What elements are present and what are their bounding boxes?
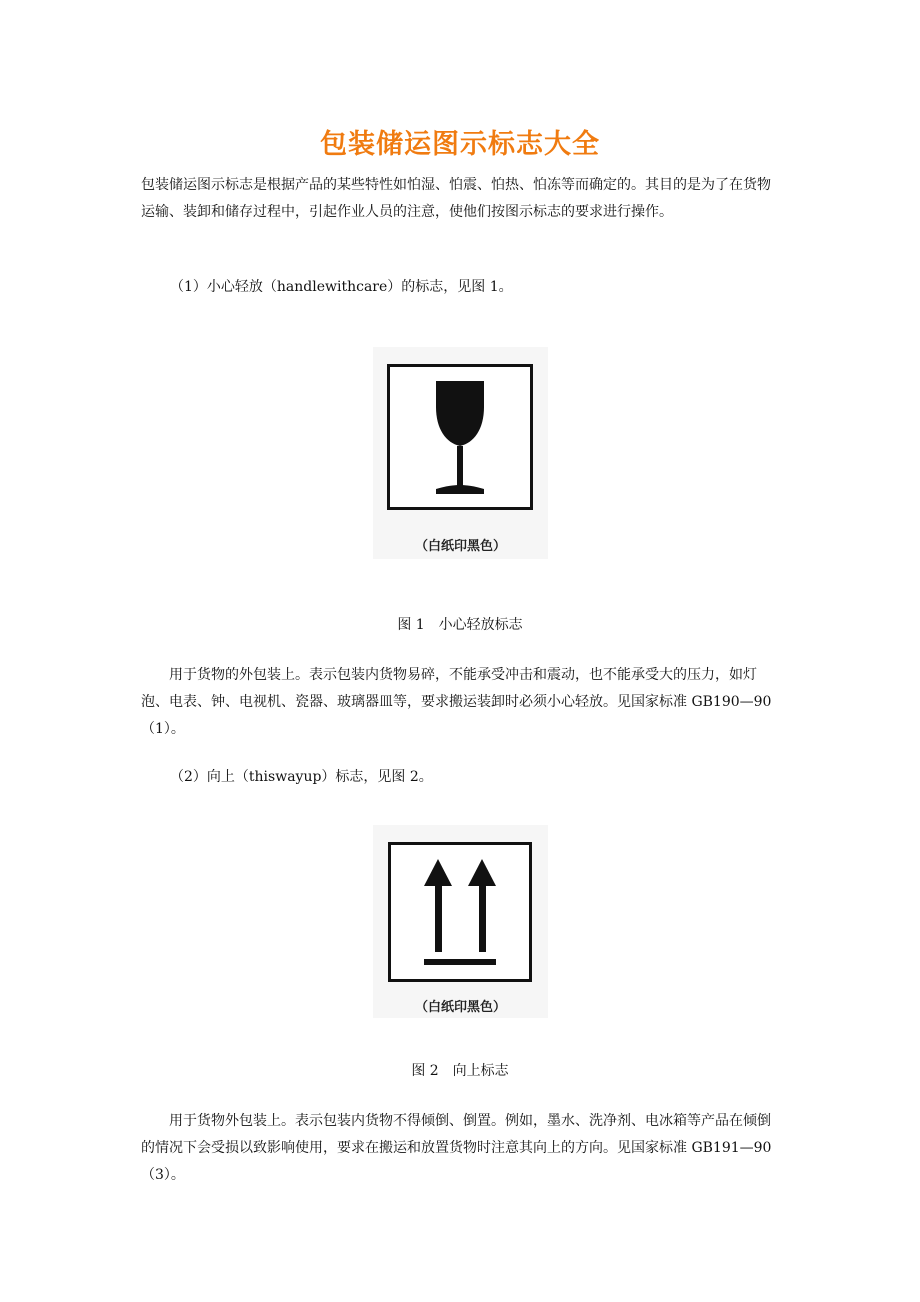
figure-1-note: （白纸印黑色）: [414, 539, 506, 554]
figure-2: [373, 825, 548, 1018]
this-way-up-arrows-icon: [391, 845, 529, 979]
section2-heading: （2）向上（thiswayup）标志，见图 2。: [170, 769, 433, 785]
figure-1-frame: [387, 364, 533, 510]
figure-2-note: （白纸印黑色）: [414, 1000, 506, 1015]
figure-1-caption-text: 小心轻放标志: [438, 617, 523, 633]
figure-1: [373, 347, 548, 559]
figure-2-caption-number: 图 2: [411, 1063, 439, 1079]
intro-paragraph: 包装储运图示标志是根据产品的某些特性如怕湿、怕震、怕热、怕冻等而确定的。其目的是为了在货物运输、装卸和储存过程中，引起作业人员的注意，使他们按图示标志的要求进行操作。: [141, 177, 771, 220]
section1-heading: （1）小心轻放（handlewithcare）的标志，见图 1。: [170, 279, 513, 295]
figure-2-frame: [388, 842, 532, 982]
section2-description: 用于货物外包装上。表示包装内货物不得倾倒、倒置。例如，墨水、洗净剂、电冰箱等产品在倾倒的情况下会受损以致影响使用，要求在搬运和放置货物时注意其向上的方向。见国家标准 GB191—90（3）。: [141, 1113, 772, 1183]
section1-description: 用于货物的外包装上。表示包装内货物易碎，不能承受冲击和震动，也不能承受大的压力，如灯泡、电表、钟、电视机、瓷器、玻璃器皿等，要求搬运装卸时必须小心轻放。见国家标准 GB190—90（1）。: [141, 667, 772, 737]
figure-2-caption: [0, 1060, 920, 1080]
figure-1-caption-number: 图 1: [397, 617, 425, 633]
fragile-glass-icon: [390, 367, 530, 507]
figure-1-caption: [0, 614, 920, 634]
document-title: 包装储运图示标志大全: [320, 129, 600, 160]
figure-2-caption-text: 向上标志: [452, 1063, 509, 1079]
